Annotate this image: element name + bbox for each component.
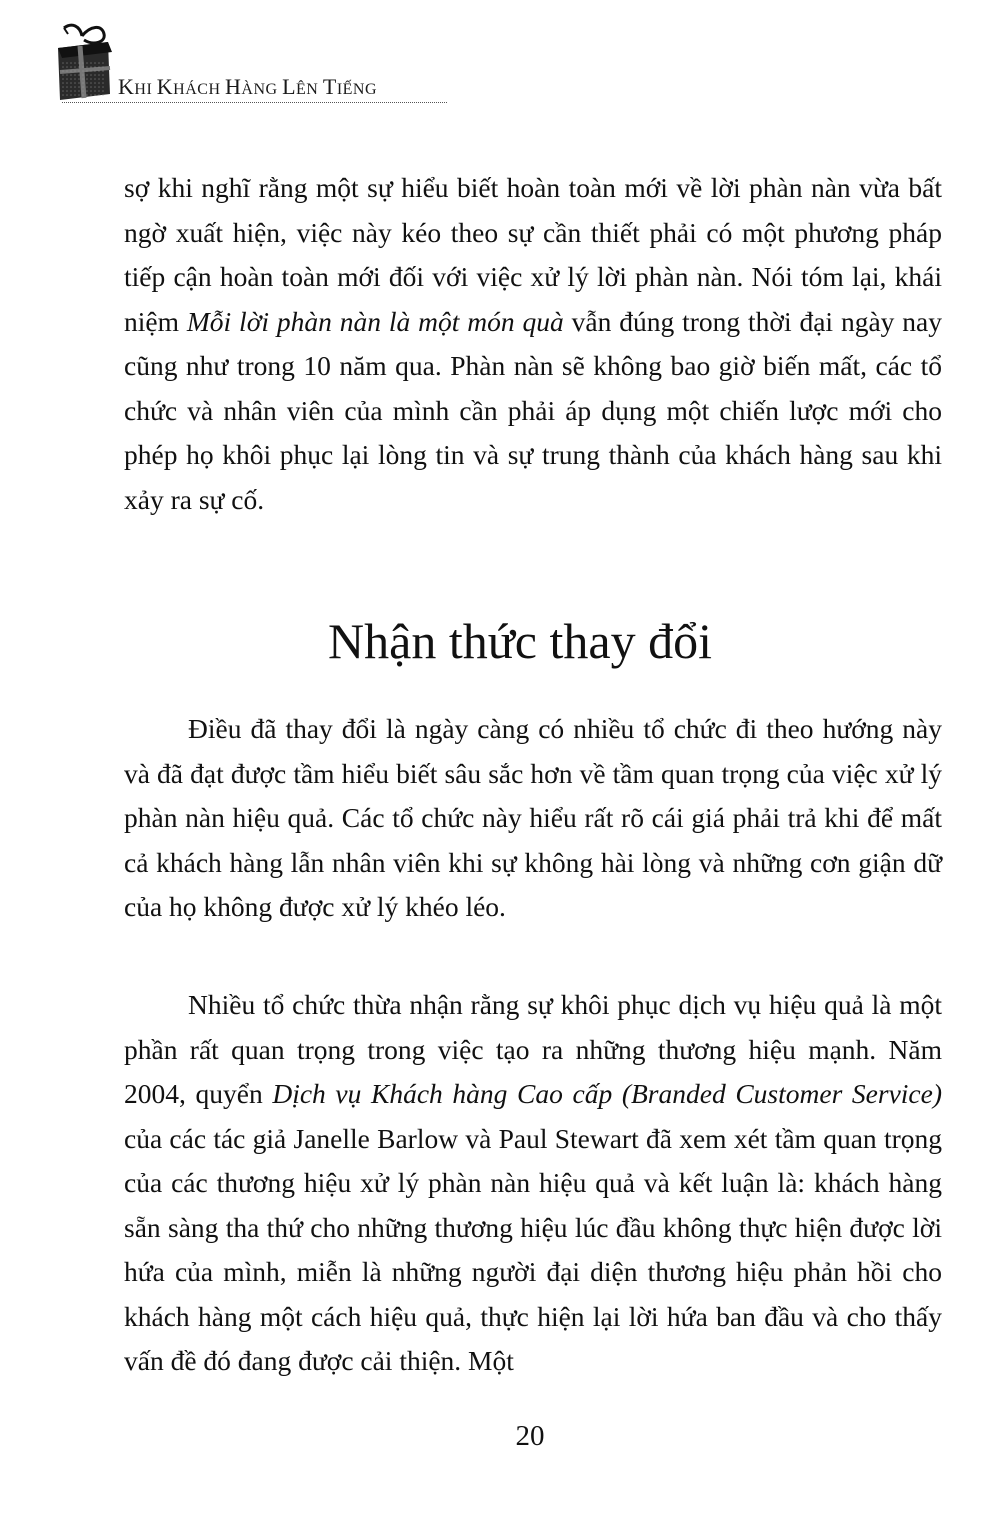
paragraph-1-text-b: vẫn đúng trong thời đại ngày nay cũng như trong 10 năm qua. Phàn nàn sẽ không bao giờ biến mất, các tổ chức và nhân viên của mình cần phải áp dụng một chiến lược mới cho phép họ khôi phục lại lòng tin và sự trung thành của khách hàng sau khi xảy ra sự cố. (124, 305, 942, 515)
running-head-word: LÊN (282, 74, 323, 99)
running-header (50, 22, 450, 104)
paragraph-1-text-a: sợ khi nghĩ rằng một sự hiểu biết hoàn toàn mới về lời phàn nàn vừa bất ngờ xuất hiện, việc này kéo theo sự cần thiết phải có một phương pháp tiếp cận hoàn toàn mới đối với việc xử lý lời phàn nàn. Nói tóm lại, khái niệm (124, 172, 942, 337)
running-head-word: KHÁCH (156, 74, 226, 99)
paragraph-3 (124, 983, 942, 1384)
header-divider (62, 102, 447, 103)
gift-box-icon (50, 22, 122, 102)
paragraph-3-italic-title: Dịch vụ Khách hàng Cao cấp (Branded Customer Service) (272, 1078, 942, 1109)
paragraph-2: Điều đã thay đổi là ngày càng có nhiều tổ chức đi theo hướng này và đã đạt được tầm hiểu biết sâu sắc hơn về tầm quan trọng của việc xử lý phàn nàn hiệu quả. Các tổ chức này hiểu rất rõ cái giá phải trả khi để mất cả khách hàng lẫn nhân viên khi sự không hài lòng và những cơn giận dữ của họ không được xử lý khéo léo. (124, 713, 942, 922)
paragraph-1 (124, 166, 942, 522)
paragraph-3-text-b: của các tác giả Janelle Barlow và Paul Stewart đã xem xét tầm quan trọng của các thương hiệu xử lý phàn nàn hiệu quả và kết luận là: khách hàng sẵn sàng tha thứ cho những thương hiệu lúc đầu không thực hiện được lời hứa của mình, miễn là những người đại diện thương hiệu phản hồi cho khách hàng một cách hiệu quả, thực hiện lại lời hứa ban đầu và cho thấy vấn đề đó đang được cải thiện. Một (124, 1122, 942, 1376)
running-head-word: HÀNG (225, 74, 283, 99)
paragraph-3-text-a: Nhiều tổ chức thừa nhận rằng sự khôi phục dịch vụ hiệu quả là một phần rất quan trọng trong việc tạo ra những thương hiệu mạnh. Năm 2004, quyển (124, 989, 942, 1109)
section-heading: Nhận thức thay đổi (328, 613, 712, 669)
paragraph-1-italic-title: Mỗi lời phàn nàn là một món quà (186, 305, 564, 337)
running-head-word: TIẾNG (322, 74, 378, 99)
page-number: 20 (515, 1420, 545, 1452)
running-head-title (118, 74, 377, 100)
running-head-word: KHI (118, 74, 157, 99)
